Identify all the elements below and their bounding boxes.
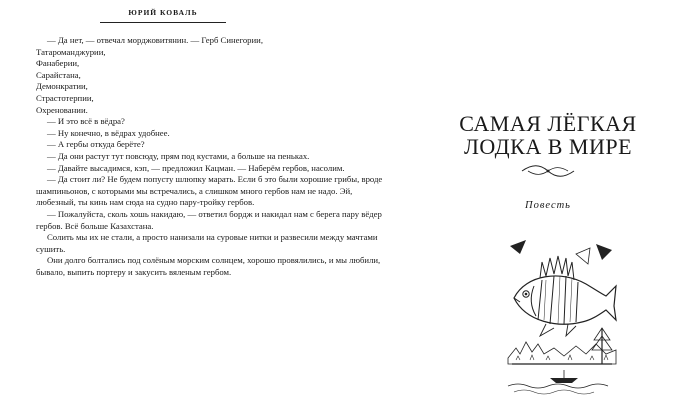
title-line: САМАЯ ЛЁГКАЯ — [459, 111, 637, 136]
paragraph: Фанаберии, — [36, 58, 80, 69]
paragraph: Солить мы их не стали, а просто нанизали на суровые нитки и развесили между мачтами сушить. — [36, 232, 378, 254]
paragraph: Татароманджурии, — [36, 46, 106, 57]
paragraph: Сарайстана, — [36, 69, 81, 80]
paragraph: — Ну конечно, в вёдрах удобнее. — [47, 127, 170, 138]
paragraph: — Да нет, — отвечал морджовитянин. — Герб Синегории, — [47, 35, 263, 45]
paragraph: — И это всё в вёдра? — [47, 116, 125, 127]
paragraph: — Давайте высадимся, кэп, — предложил Кацман. — Наберём гербов, насолим. — [47, 162, 345, 173]
paragraph: Они долго болтались под солёным морским солнцем, хорошо провялились, и мы любили, бывало, выпить портеру и закусить вяленым гербом. — [36, 255, 381, 277]
paragraph: Страстотерпии, — [36, 92, 94, 103]
paragraph: — Да они растут тут повсюду, прям под кустами, а больше на пеньках. — [47, 150, 310, 161]
paragraph: Охреновании. — [36, 104, 88, 115]
book-title — [430, 112, 666, 158]
body-text — [36, 35, 386, 278]
running-header: ЮРИЙ КОВАЛЬ — [128, 8, 198, 17]
fish-boat-illustration — [506, 236, 618, 396]
paragraph: — Да стоит ли? Не будем попусту шлюпку марать. Если б это были хорошие грибы, вроде шампиньонов, с которыми мы встречались, а слишком много гербов нам не надо. Эй, любезный, ты кинь нам сюда на судно пару-тройку гербов. — [36, 174, 383, 208]
header-rule — [100, 22, 226, 23]
paragraph: — Пожалуйста, сколь хошь накидаю, — ответил бордж и накидал нам с берега пару вёдер гербов. Всё больше Казахстана. — [36, 208, 382, 231]
right-page — [420, 0, 676, 404]
book-subtitle: Повесть — [525, 200, 571, 211]
paragraph: — А гербы откуда берёте? — [47, 139, 145, 150]
title-line: ЛОДКА В МИРЕ — [463, 134, 633, 159]
paragraph: Демонкратии, — [36, 81, 88, 92]
ornament-flourish-icon — [518, 162, 578, 180]
